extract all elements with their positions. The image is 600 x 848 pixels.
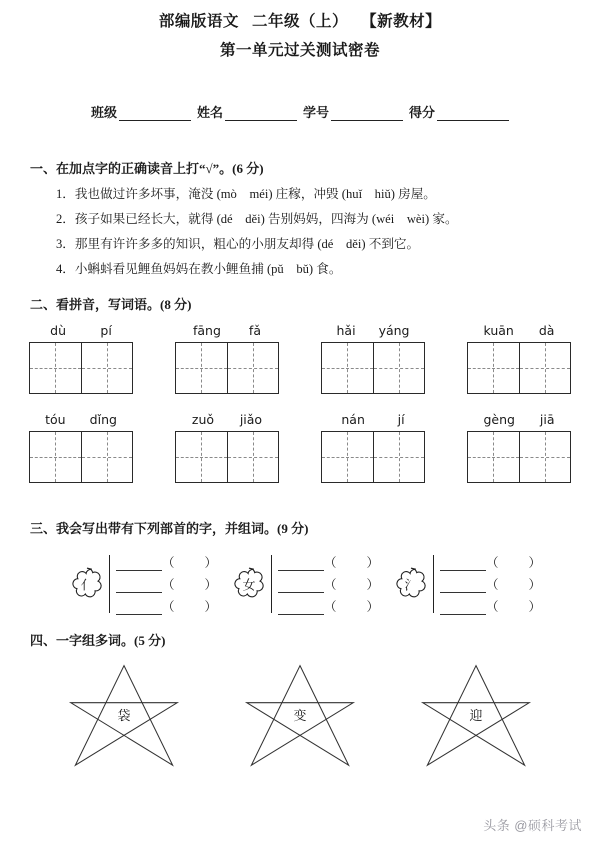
tianzige-cell[interactable] bbox=[30, 343, 81, 393]
pinyin-syllable: tóu bbox=[45, 412, 66, 427]
section-one bbox=[0, 158, 600, 276]
word-paren[interactable]: （ ） bbox=[324, 600, 380, 614]
pinyin-syllable: fǎ bbox=[248, 323, 261, 338]
character-blank[interactable] bbox=[440, 559, 486, 571]
pinyin-syllable: jiā bbox=[539, 412, 555, 427]
tianzige-cell[interactable] bbox=[373, 432, 425, 482]
field-name-input[interactable] bbox=[225, 107, 297, 121]
tianzige-grid[interactable] bbox=[175, 431, 279, 483]
tianzige-grid[interactable] bbox=[175, 342, 279, 394]
pinyin-syllable: hǎi bbox=[336, 323, 356, 338]
page-subtitle: 第一单元过关测试密卷 bbox=[219, 42, 380, 60]
tianzige-grid[interactable] bbox=[29, 431, 133, 483]
student-info-row bbox=[0, 102, 600, 121]
character-blank[interactable] bbox=[116, 581, 162, 593]
answer-stack bbox=[440, 553, 542, 615]
pinyin-label bbox=[175, 323, 279, 338]
radical-character: 女 bbox=[242, 577, 256, 593]
section-one-question-4: 4．小蝌蚪看见鲤鱼妈妈在教小鲤鱼捕 (pǔ bǔ) 食。 bbox=[56, 261, 342, 276]
pinyin-grid-group bbox=[467, 323, 571, 394]
section-four-heading: 四、一字组多词。(5 分) bbox=[30, 633, 166, 648]
tianzige-cell[interactable] bbox=[81, 432, 133, 482]
flower-badge-icon bbox=[68, 565, 106, 603]
pinyin-label bbox=[175, 412, 279, 427]
answer-line bbox=[116, 597, 218, 615]
tianzige-cell[interactable] bbox=[176, 343, 227, 393]
pinyin-grid-group bbox=[467, 412, 571, 483]
section-one-question-3: 3．那里有许许多多的知识，粗心的小朋友却得 (dé děi) 不到它。 bbox=[56, 236, 420, 251]
pinyin-grid-group bbox=[29, 323, 133, 394]
pinyin-label bbox=[467, 323, 571, 338]
pinyin-label bbox=[29, 412, 133, 427]
pinyin-grid-group bbox=[175, 412, 279, 483]
star-box-2[interactable] bbox=[225, 661, 375, 771]
field-student-id bbox=[303, 102, 403, 121]
radical-character: 亻 bbox=[80, 577, 94, 593]
tianzige-cell[interactable] bbox=[468, 432, 519, 482]
radical-group-1 bbox=[68, 553, 218, 615]
pinyin-syllable: dù bbox=[50, 323, 67, 338]
section-two bbox=[0, 294, 600, 483]
tianzige-cell[interactable] bbox=[519, 343, 571, 393]
section-three bbox=[0, 518, 600, 615]
pinyin-syllable: jí bbox=[397, 412, 405, 427]
tianzige-cell[interactable] bbox=[227, 432, 279, 482]
answer-line bbox=[278, 553, 380, 571]
tianzige-cell[interactable] bbox=[322, 343, 373, 393]
answer-line bbox=[278, 597, 380, 615]
pinyin-syllable: pí bbox=[100, 323, 112, 338]
character-blank[interactable] bbox=[278, 559, 324, 571]
field-name-label: 姓名 bbox=[196, 105, 223, 121]
character-blank[interactable] bbox=[278, 581, 324, 593]
star-character: 迎 bbox=[469, 708, 483, 723]
flower-badge-icon bbox=[392, 565, 430, 603]
bracket-line bbox=[433, 555, 440, 613]
answer-stack bbox=[116, 553, 218, 615]
pinyin-syllable: zuǒ bbox=[191, 412, 215, 427]
pinyin-syllable: nán bbox=[341, 412, 365, 427]
field-score-input[interactable] bbox=[437, 107, 509, 121]
pinyin-grid-group bbox=[29, 412, 133, 483]
field-student-id-input[interactable] bbox=[331, 107, 403, 121]
star-box-1[interactable] bbox=[49, 661, 199, 771]
star-row bbox=[0, 661, 600, 771]
field-class bbox=[91, 102, 191, 121]
section-one-question-2: 2．孩子如果已经长大，就得 (dé děi) 告别妈妈，四海为 (wéi wèi) 家。 bbox=[56, 211, 458, 226]
tianzige-cell[interactable] bbox=[519, 432, 571, 482]
pinyin-syllable: dǐng bbox=[89, 412, 117, 427]
pinyin-grid-row-1 bbox=[0, 323, 600, 394]
word-paren[interactable]: （ ） bbox=[486, 556, 542, 570]
pinyin-label bbox=[321, 412, 425, 427]
field-score bbox=[409, 102, 509, 121]
tianzige-cell[interactable] bbox=[81, 343, 133, 393]
field-name bbox=[197, 102, 297, 121]
answer-line bbox=[116, 553, 218, 571]
pinyin-label bbox=[29, 323, 133, 338]
radical-row bbox=[0, 553, 600, 615]
field-student-id-label: 学号 bbox=[303, 105, 330, 121]
pinyin-label bbox=[467, 412, 571, 427]
pinyin-syllable: dà bbox=[538, 323, 555, 338]
tianzige-cell[interactable] bbox=[322, 432, 373, 482]
tianzige-cell[interactable] bbox=[30, 432, 81, 482]
pinyin-syllable: gèng bbox=[483, 412, 515, 427]
star-box-3[interactable] bbox=[401, 661, 551, 771]
tianzige-grid[interactable] bbox=[467, 431, 571, 483]
answer-line bbox=[440, 597, 542, 615]
character-blank[interactable] bbox=[116, 603, 162, 615]
pinyin-grid-group bbox=[175, 323, 279, 394]
answer-line bbox=[440, 553, 542, 571]
character-blank[interactable] bbox=[278, 603, 324, 615]
radical-group-3 bbox=[392, 553, 542, 615]
tianzige-grid[interactable] bbox=[467, 342, 571, 394]
tianzige-grid[interactable] bbox=[29, 342, 133, 394]
section-one-question-1: 1．我也做过许多坏事，淹没 (mò méi) 庄稼，冲毁 (huǐ hiǔ) 房屋。 bbox=[56, 187, 436, 201]
flower-badge-icon bbox=[230, 565, 268, 603]
word-paren[interactable]: （ ） bbox=[162, 556, 218, 570]
page-title: 部编版语文 二年级（上） 【新教材】 bbox=[158, 13, 442, 30]
radical-group-2 bbox=[230, 553, 380, 615]
word-paren[interactable]: （ ） bbox=[324, 578, 380, 592]
word-paren[interactable]: （ ） bbox=[162, 578, 218, 592]
character-blank[interactable] bbox=[440, 581, 486, 593]
section-one-heading: 一、在加点字的正确读音上打“√”。(6 分) bbox=[30, 161, 264, 176]
pinyin-grid-group bbox=[321, 323, 425, 394]
pinyin-label bbox=[321, 323, 425, 338]
character-blank[interactable] bbox=[116, 559, 162, 571]
bracket-line bbox=[109, 555, 116, 613]
tianzige-cell[interactable] bbox=[227, 343, 279, 393]
paper-header bbox=[0, 0, 600, 64]
bracket-line bbox=[271, 555, 278, 613]
pinyin-syllable: kuān bbox=[483, 323, 514, 338]
field-class-label: 班级 bbox=[90, 105, 117, 121]
pinyin-syllable: jiǎo bbox=[239, 412, 263, 427]
field-score-label: 得分 bbox=[409, 105, 436, 121]
watermark: 头条 @硕科考试 bbox=[483, 818, 582, 833]
star-character: 变 bbox=[293, 708, 307, 723]
tianzige-grid[interactable] bbox=[321, 431, 425, 483]
answer-stack bbox=[278, 553, 380, 615]
radical-character: 氵 bbox=[404, 577, 418, 593]
tianzige-grid[interactable] bbox=[321, 342, 425, 394]
pinyin-grid-row-2 bbox=[0, 412, 600, 483]
field-class-input[interactable] bbox=[119, 107, 191, 121]
answer-line bbox=[116, 575, 218, 593]
word-paren[interactable]: （ ） bbox=[486, 600, 542, 614]
character-blank[interactable] bbox=[440, 603, 486, 615]
section-four bbox=[0, 630, 600, 771]
section-three-heading: 三、我会写出带有下列部首的字，并组词。(9 分) bbox=[30, 521, 309, 536]
pinyin-grid-group bbox=[321, 412, 425, 483]
pinyin-syllable: yáng bbox=[378, 323, 410, 338]
tianzige-cell[interactable] bbox=[468, 343, 519, 393]
word-paren[interactable]: （ ） bbox=[486, 578, 542, 592]
answer-line bbox=[440, 575, 542, 593]
word-paren[interactable]: （ ） bbox=[324, 556, 380, 570]
pinyin-syllable: fāng bbox=[193, 323, 221, 338]
section-two-heading: 二、看拼音，写词语。(8 分) bbox=[30, 297, 192, 312]
tianzige-cell[interactable] bbox=[373, 343, 425, 393]
star-character: 袋 bbox=[117, 708, 131, 723]
word-paren[interactable]: （ ） bbox=[162, 600, 218, 614]
tianzige-cell[interactable] bbox=[176, 432, 227, 482]
answer-line bbox=[278, 575, 380, 593]
